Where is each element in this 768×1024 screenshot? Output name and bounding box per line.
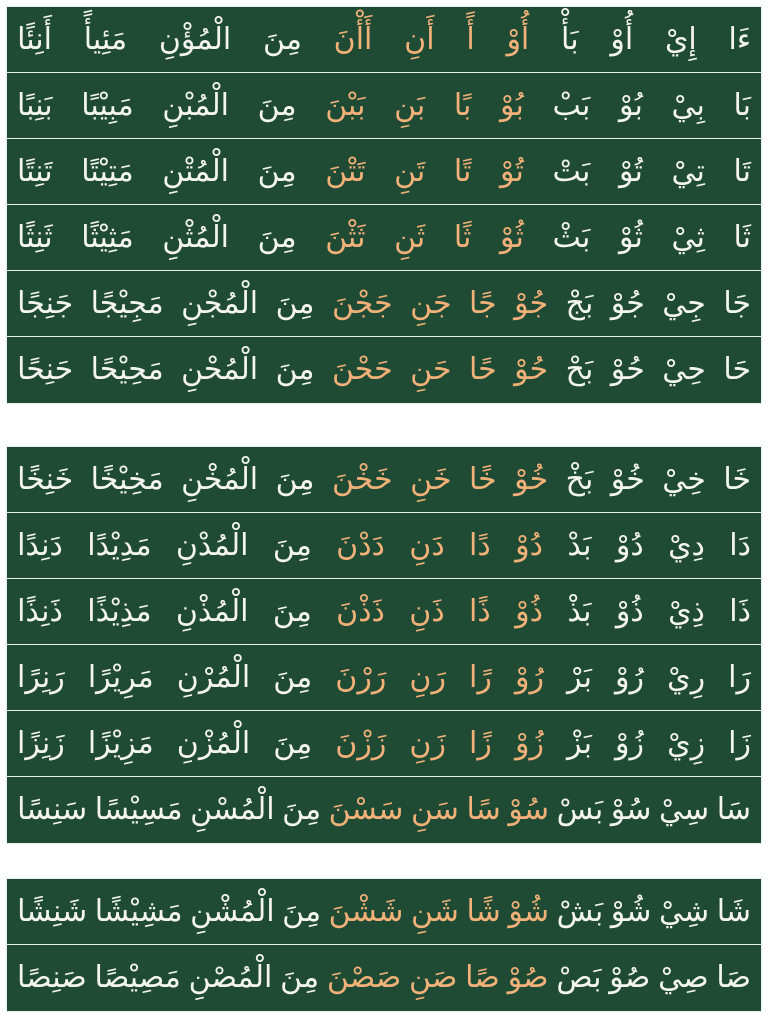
syllable: حَنِحًا bbox=[17, 352, 74, 387]
highlighted-syllable: جَجْنَ bbox=[331, 285, 393, 321]
syllable-row bbox=[7, 205, 761, 271]
syllable: بَأْ bbox=[561, 21, 579, 57]
highlighted-syllable: زُوْ bbox=[514, 725, 544, 761]
highlighted-syllable: شًا bbox=[466, 893, 501, 929]
syllable: مِنَ bbox=[257, 87, 297, 123]
syllable: مَسِيْسًا bbox=[94, 792, 183, 827]
syllable: مِنَ bbox=[272, 593, 312, 629]
highlighted-syllable: شُوْ bbox=[508, 893, 549, 929]
highlighted-syllable: ذُوْ bbox=[515, 593, 543, 629]
syllable: حُوْ bbox=[610, 352, 645, 387]
syllable: سِيْ bbox=[658, 792, 710, 827]
syllable: بَزْ bbox=[567, 725, 592, 761]
syllable: جَنِجًا bbox=[17, 285, 74, 321]
syllable: رَا bbox=[728, 659, 751, 695]
highlighted-syllable: خًا bbox=[468, 461, 497, 497]
syllable: بَا bbox=[733, 87, 751, 123]
highlighted-syllable: تُوْ bbox=[500, 153, 524, 189]
highlighted-syllable: خَخْنَ bbox=[331, 461, 393, 497]
syllable: مَخِيْخًا bbox=[90, 461, 164, 497]
syllable: صَا bbox=[716, 960, 751, 995]
syllable: بَسْ bbox=[556, 792, 604, 827]
highlighted-syllable: حَحْنَ bbox=[331, 352, 393, 387]
highlighted-syllable: دَدْنَ bbox=[336, 527, 385, 563]
syllable: تَنِتًا bbox=[17, 153, 53, 189]
syllable: تُوْ bbox=[619, 153, 643, 189]
syllable: جِيْ bbox=[662, 285, 706, 321]
syllable-row bbox=[7, 337, 761, 403]
syllable: مَرِيْرًا bbox=[87, 659, 154, 695]
syllable: بَخْ bbox=[565, 461, 594, 497]
highlighted-syllable: أَنِ bbox=[404, 21, 435, 57]
syllable: بَثْ bbox=[552, 219, 591, 255]
highlighted-syllable: صًا bbox=[465, 960, 500, 995]
highlighted-syllable: صَنِ bbox=[409, 960, 458, 995]
syllable: مَشِيْشًا bbox=[94, 893, 183, 929]
highlighted-syllable: ذًا bbox=[469, 593, 491, 629]
syllable-row bbox=[7, 513, 761, 579]
syllable: الْمُخْنِ bbox=[181, 461, 259, 497]
highlighted-syllable: حَنِ bbox=[410, 352, 452, 387]
highlighted-syllable: ثُوْ bbox=[500, 219, 524, 255]
syllable: مِنَ bbox=[272, 527, 312, 563]
syllable: دَنِدًا bbox=[17, 527, 63, 563]
syllable: مِنَ bbox=[275, 461, 315, 497]
highlighted-syllable: زَزْنَ bbox=[335, 725, 387, 761]
syllable: مَصِيْصًا bbox=[94, 960, 181, 995]
syllable: ذَنِذًا bbox=[17, 593, 63, 629]
syllable: مِنَ bbox=[280, 960, 320, 995]
syllable: زِيْ bbox=[667, 725, 706, 761]
syllable: الْمُشْنِ bbox=[190, 893, 275, 929]
syllable: مَبِيْبًا bbox=[81, 87, 134, 123]
syllable: جَا bbox=[723, 285, 751, 321]
highlighted-syllable: دَنِ bbox=[409, 527, 445, 563]
syllable: دِيْ bbox=[668, 527, 705, 563]
syllable: الْمُتْنِ bbox=[162, 153, 229, 189]
highlighted-syllable: حُوْ bbox=[514, 352, 549, 387]
syllable: خَا bbox=[723, 461, 751, 497]
highlighted-syllable: جَنِ bbox=[410, 285, 452, 321]
highlighted-syllable: حًا bbox=[468, 352, 497, 387]
syllable-row bbox=[7, 711, 761, 777]
highlighted-syllable: ثَنِ bbox=[394, 219, 426, 255]
highlighted-syllable: سُوْ bbox=[508, 792, 549, 827]
highlighted-syllable: شَشْنَ bbox=[328, 893, 404, 929]
syllable: مِنَ bbox=[275, 352, 315, 387]
highlighted-syllable: دًا bbox=[469, 527, 491, 563]
highlighted-syllable: رَنِ bbox=[409, 659, 446, 695]
highlighted-syllable: أً bbox=[466, 21, 475, 57]
syllable: مِنَ bbox=[257, 219, 297, 255]
highlighted-syllable: ثًا bbox=[453, 219, 472, 255]
syllable: مَحِيْحًا bbox=[90, 352, 164, 387]
highlighted-syllable: صَصْنَ bbox=[326, 960, 402, 995]
highlighted-syllable: جًا bbox=[468, 285, 497, 321]
highlighted-syllable: تَتْنَ bbox=[325, 153, 366, 189]
highlighted-syllable: جُوْ bbox=[514, 285, 549, 321]
syllable: الْمُدْنِ bbox=[175, 527, 249, 563]
syllable: صُوْ bbox=[609, 960, 651, 995]
highlighted-syllable: رُوْ bbox=[514, 659, 544, 695]
syllable-row bbox=[7, 945, 761, 1011]
syllable: زَنِزًا bbox=[17, 725, 65, 761]
syllable: الْمُثْنِ bbox=[162, 219, 229, 255]
highlighted-syllable: تًا bbox=[453, 153, 472, 189]
syllable: ءَا bbox=[728, 21, 751, 57]
syllable-row bbox=[7, 645, 761, 711]
highlighted-syllable: تَنِ bbox=[394, 153, 426, 189]
syllable-row bbox=[7, 271, 761, 337]
highlighted-syllable: خَنِ bbox=[410, 461, 452, 497]
syllable: زَا bbox=[728, 725, 751, 761]
syllable: الْمُبْنِ bbox=[162, 87, 229, 123]
syllable: بَنِبًا bbox=[17, 87, 53, 123]
syllable: ذِيْ bbox=[668, 593, 705, 629]
syllable: الْمُسْنِ bbox=[190, 792, 275, 827]
syllable: ثِيْ bbox=[671, 219, 705, 255]
syllable: مِنَ bbox=[273, 725, 313, 761]
highlighted-syllable: خُوْ bbox=[514, 461, 549, 497]
highlighted-syllable: رًا bbox=[469, 659, 492, 695]
syllable: مَزِيْزًا bbox=[87, 725, 154, 761]
syllable: الْمُحْنِ bbox=[181, 352, 259, 387]
syllable: مِنَ bbox=[273, 659, 313, 695]
syllable: سَا bbox=[716, 792, 751, 827]
syllable: ثُوْ bbox=[619, 219, 643, 255]
syllable: بَبْ bbox=[552, 87, 591, 123]
syllable: الْمُذْنِ bbox=[175, 593, 249, 629]
syllable: رِيْ bbox=[667, 659, 706, 695]
syllable: حَا bbox=[723, 352, 751, 387]
syllable: جُوْ bbox=[610, 285, 645, 321]
syllable: خَنِخًا bbox=[17, 461, 74, 497]
syllable: تِيْ bbox=[671, 153, 705, 189]
syllable: بَتْ bbox=[552, 153, 591, 189]
letter-board-1 bbox=[6, 6, 762, 404]
syllable: شُوْ bbox=[610, 893, 652, 929]
syllable: بَرْ bbox=[567, 659, 592, 695]
letter-board-2 bbox=[6, 446, 762, 844]
syllable: خِيْ bbox=[662, 461, 706, 497]
letter-board-3 bbox=[6, 878, 762, 1012]
syllable-row bbox=[7, 579, 761, 645]
syllable: سَنِسًا bbox=[17, 792, 88, 827]
syllable: مَئِيأً bbox=[83, 21, 128, 57]
syllable: زُوْ bbox=[615, 725, 645, 761]
highlighted-syllable: بُوْ bbox=[500, 87, 524, 123]
syllable: رُوْ bbox=[615, 659, 645, 695]
highlighted-syllable: دُوْ bbox=[515, 527, 543, 563]
syllable: مَذِيْذًا bbox=[87, 593, 152, 629]
syllable: بَذْ bbox=[567, 593, 592, 629]
syllable: بَصْ bbox=[556, 960, 602, 995]
highlighted-syllable: صُوْ bbox=[507, 960, 549, 995]
syllable: إِيْ bbox=[664, 21, 697, 57]
syllable: بُوْ bbox=[619, 87, 643, 123]
syllable: تَا bbox=[733, 153, 751, 189]
syllable: مَجِيْجًا bbox=[90, 285, 164, 321]
highlighted-syllable: شَنِ bbox=[410, 893, 459, 929]
syllable: بِيْ bbox=[671, 87, 705, 123]
highlighted-syllable: بَبْنَ bbox=[325, 87, 366, 123]
highlighted-syllable: ذَذْنَ bbox=[336, 593, 385, 629]
syllable: خُوْ bbox=[610, 461, 645, 497]
syllable: شَا bbox=[716, 893, 751, 929]
highlighted-syllable: أُوْ bbox=[506, 21, 530, 57]
syllable: صِيْ bbox=[658, 960, 709, 995]
highlighted-syllable: سَنِ bbox=[410, 792, 459, 827]
syllable: مَتِيْتًا bbox=[81, 153, 134, 189]
syllable: الْمُجْنِ bbox=[181, 285, 259, 321]
syllable-row bbox=[7, 879, 761, 945]
syllable: مِنَ bbox=[282, 893, 322, 929]
syllable-row bbox=[7, 73, 761, 139]
syllable: بَجْ bbox=[565, 285, 594, 321]
syllable: الْمُزْنِ bbox=[176, 725, 251, 761]
syllable: دُوْ bbox=[615, 527, 644, 563]
syllable: ذُوْ bbox=[615, 593, 644, 629]
highlighted-syllable: زَنِ bbox=[409, 725, 446, 761]
syllable: رَنِرًا bbox=[17, 659, 65, 695]
highlighted-syllable: سَسْنَ bbox=[328, 792, 404, 827]
syllable: شِيْ bbox=[658, 893, 710, 929]
syllable: شَنِشًا bbox=[17, 893, 88, 929]
syllable: بَدْ bbox=[567, 527, 592, 563]
syllable: مِنَ bbox=[262, 21, 302, 57]
syllable: سُوْ bbox=[610, 792, 652, 827]
syllable: مَثِيْثًا bbox=[81, 219, 134, 255]
syllable-row bbox=[7, 777, 761, 843]
syllable: حِيْ bbox=[662, 352, 706, 387]
syllable: ثَا bbox=[733, 219, 751, 255]
syllable: الْمُرْنِ bbox=[176, 659, 251, 695]
syllable-row bbox=[7, 7, 761, 73]
syllable: مِنَ bbox=[282, 792, 322, 827]
highlighted-syllable: ثَثْنَ bbox=[325, 219, 366, 255]
highlighted-syllable: زًا bbox=[469, 725, 492, 761]
highlighted-syllable: بًا bbox=[453, 87, 472, 123]
highlighted-syllable: ذَنِ bbox=[409, 593, 445, 629]
syllable: مِنَ bbox=[257, 153, 297, 189]
syllable: ذَا bbox=[729, 593, 751, 629]
highlighted-syllable: سًا bbox=[466, 792, 501, 827]
syllable-row bbox=[7, 139, 761, 205]
syllable: بَشْ bbox=[556, 893, 604, 929]
syllable: الْمُصْنِ bbox=[188, 960, 273, 995]
syllable: أَنِئًا bbox=[17, 21, 52, 57]
syllable: مَدِيْدًا bbox=[87, 527, 152, 563]
syllable: مِنَ bbox=[275, 285, 315, 321]
highlighted-syllable: رَرْنَ bbox=[335, 659, 387, 695]
syllable-row bbox=[7, 447, 761, 513]
highlighted-syllable: بَنِ bbox=[394, 87, 426, 123]
syllable: دَا bbox=[729, 527, 751, 563]
highlighted-syllable: أَأْنَ bbox=[333, 21, 373, 57]
syllable: أُوْ bbox=[610, 21, 634, 57]
syllable: ثَنِثًا bbox=[17, 219, 53, 255]
syllable: الْمُؤْنِ bbox=[158, 21, 232, 57]
syllable: صَنِصًا bbox=[17, 960, 87, 995]
syllable: بَحْ bbox=[565, 352, 594, 387]
